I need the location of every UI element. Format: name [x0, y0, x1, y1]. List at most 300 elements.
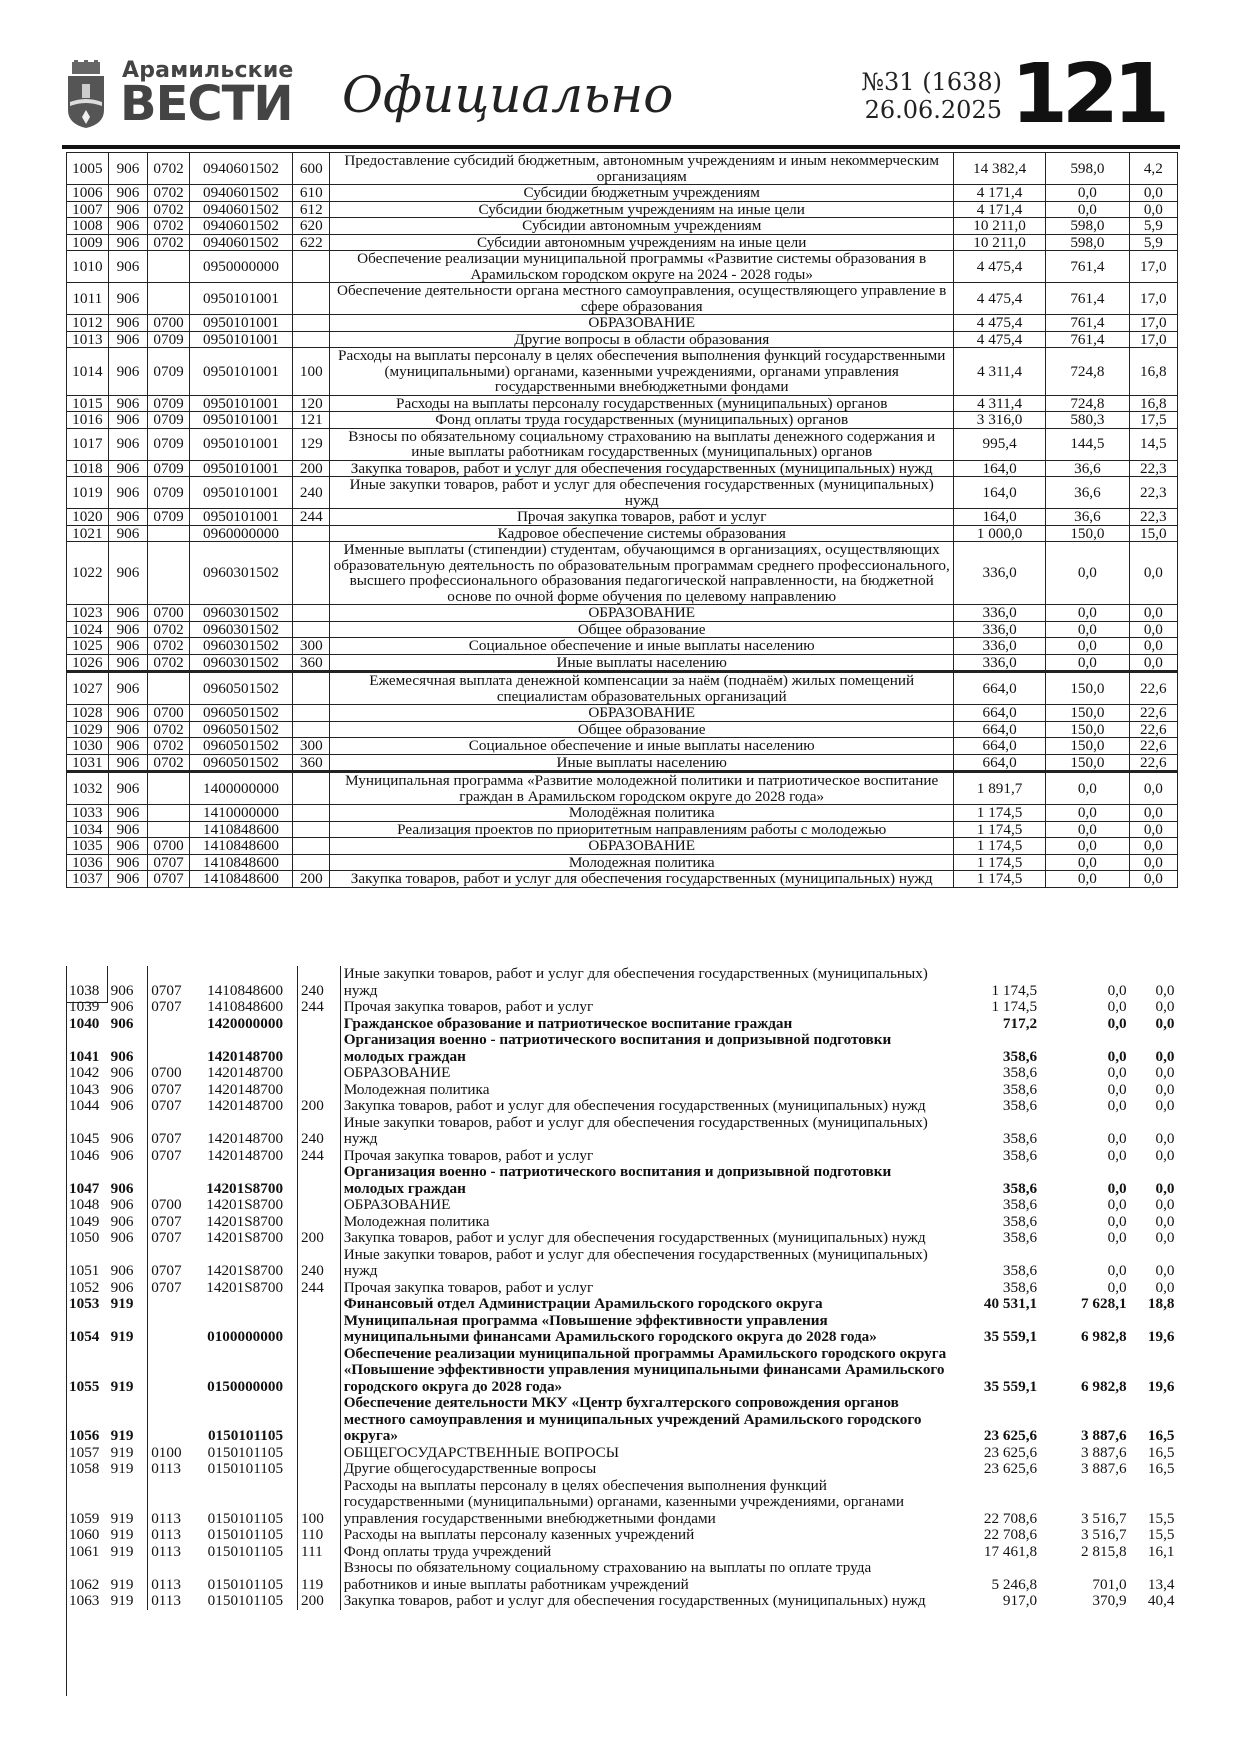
target-article-code: 0960301502: [189, 605, 292, 622]
description: ОБРАЗОВАНИЕ: [330, 838, 954, 855]
description: Молодежная политика: [330, 854, 954, 871]
row-number: 1057: [69, 1443, 100, 1461]
annual-plan: 358,6: [1002, 1064, 1038, 1081]
execution-percent: 16,5: [1147, 1460, 1175, 1477]
row-number: 1050: [69, 1229, 100, 1246]
grbs-code: 906: [110, 1229, 134, 1246]
description: Реализация проектов по приоритетным направлениям работы с молодежью: [330, 821, 954, 838]
row-number: 1043: [69, 1080, 100, 1098]
section-code: 0702: [148, 621, 190, 638]
grbs-code: 906: [108, 201, 148, 218]
description: Общее образование: [330, 721, 954, 738]
row-number: 1031: [67, 754, 109, 772]
execution-percent: 0,0: [1155, 1014, 1175, 1032]
expense-type-code: 612: [293, 201, 330, 218]
execution-percent: 0,0: [1129, 854, 1177, 871]
section-code: 0702: [148, 185, 190, 202]
execution-percent: 0,0: [1129, 201, 1177, 218]
row-number: 1014: [67, 348, 109, 396]
executed-amount: 0,0: [1107, 1047, 1127, 1065]
target-article-code: 14201S8700: [206, 1229, 284, 1246]
table-row: [67, 251, 1178, 283]
description: Прочая закупка товаров, работ и услуг: [340, 999, 950, 1016]
grbs-code: 906: [110, 1014, 134, 1032]
executed-amount: 0,0: [1107, 1097, 1127, 1114]
grbs-code: 906: [108, 672, 148, 705]
grbs-code: 906: [108, 153, 148, 185]
executed-amount: 0,0: [1107, 1212, 1127, 1230]
annual-plan: 664,0: [953, 672, 1045, 705]
grbs-code: 919: [110, 1328, 134, 1345]
table-row: [66, 1346, 1178, 1396]
execution-percent: 16,5: [1147, 1427, 1175, 1444]
row-number: 1029: [67, 721, 109, 738]
description: Обеспечение реализации муниципальной программы «Развитие системы образования в Арамильском городском округе на 2024 - 2028 годы»: [330, 251, 954, 283]
executed-amount: 0,0: [1107, 998, 1127, 1015]
grbs-code: 906: [108, 854, 148, 871]
table-row: [67, 477, 1178, 509]
execution-percent: 16,5: [1147, 1443, 1175, 1461]
expense-type-code: 200: [298, 1593, 341, 1610]
section-code: 0707: [148, 1247, 196, 1280]
execution-percent: 22,3: [1129, 460, 1177, 477]
section-code: 0702: [148, 754, 190, 772]
executed-amount: 6 982,8: [1081, 1328, 1127, 1345]
target-article-code: 0950101001: [189, 509, 292, 526]
expense-type-code: [293, 283, 330, 315]
execution-percent: 22,6: [1129, 738, 1177, 755]
section-code: 0700: [148, 605, 190, 622]
executed-amount: 0,0: [1107, 1196, 1127, 1213]
description: Финансовый отдел Администрации Арамильского городского округа: [340, 1296, 950, 1313]
description: Закупка товаров, работ и услуг для обеспечения государственных (муниципальных) нужд: [340, 1098, 950, 1115]
grbs-code: 906: [110, 998, 134, 1015]
grbs-code: 919: [110, 1377, 134, 1395]
annual-plan: 717,2: [1002, 1014, 1038, 1032]
row-number-box: [66, 966, 108, 1003]
executed-amount: 580,3: [1046, 412, 1129, 429]
execution-percent: 5,9: [1129, 234, 1177, 251]
execution-percent: 0,0: [1155, 1097, 1175, 1114]
executed-amount: 0,0: [1107, 981, 1127, 999]
description: Молодежная политика: [340, 1082, 950, 1099]
grbs-code: 906: [108, 348, 148, 396]
description: ОБРАЗОВАНИЕ: [330, 705, 954, 722]
target-article-code: 1420000000: [207, 1014, 284, 1032]
executed-amount: 0,0: [1107, 1262, 1127, 1279]
execution-percent: 0,0: [1129, 621, 1177, 638]
description: Обеспечение деятельности МКУ «Центр бухгалтерского сопровождения органов местного самоуправления и муниципальных учреждений Арамильского городского округа»: [340, 1395, 950, 1445]
section-code: 0707: [148, 1098, 196, 1115]
row-number: 1006: [67, 185, 109, 202]
table-row: [67, 838, 1178, 855]
budget-table-plain: [66, 966, 1178, 1610]
section-code: [148, 525, 190, 542]
target-article-code: 0960301502: [189, 654, 292, 672]
execution-percent: 0,0: [1155, 998, 1175, 1015]
table-row: [67, 234, 1178, 251]
table-row: [67, 805, 1178, 822]
table-row: [66, 1280, 1178, 1297]
target-article-code: 1410848600: [189, 821, 292, 838]
execution-percent: 16,1: [1147, 1542, 1175, 1560]
executed-amount: 0,0: [1046, 838, 1129, 855]
section-code: 0707: [148, 1115, 196, 1148]
description: Закупка товаров, работ и услуг для обеспечения государственных (муниципальных) нужд: [340, 1593, 950, 1610]
table-row: [67, 428, 1178, 460]
grbs-code: 906: [108, 477, 148, 509]
annual-plan: 358,6: [1002, 1212, 1038, 1230]
table-row: [66, 1214, 1178, 1231]
annual-plan: 358,6: [1002, 1196, 1038, 1213]
executed-amount: 150,0: [1046, 721, 1129, 738]
grbs-code: 919: [110, 1542, 134, 1560]
annual-plan: 4 475,4: [953, 315, 1045, 332]
annual-plan: 22 708,6: [983, 1526, 1038, 1543]
row-number: 1019: [67, 477, 109, 509]
description: ОБЩЕГОСУДАРСТВЕННЫЕ ВОПРОСЫ: [340, 1445, 950, 1462]
section-code: 0709: [148, 428, 190, 460]
expense-type-code: [298, 1296, 341, 1313]
target-article-code: 0150000000: [207, 1377, 284, 1395]
table-row: [66, 1230, 1178, 1247]
target-article-code: 0960301502: [189, 542, 292, 605]
expense-type-code: [293, 854, 330, 871]
section-code: 0700: [148, 1197, 196, 1214]
section-code: 0700: [148, 838, 190, 855]
row-number: 1022: [67, 542, 109, 605]
row-number: 1015: [67, 395, 109, 412]
description: Организация военно - патриотического воспитания и допризывной подготовки молодых граждан: [340, 1164, 950, 1197]
annual-plan: 664,0: [953, 705, 1045, 722]
description: Расходы на выплаты персоналу в целях обеспечения выполнения функций государственными (муниципальными) органами, казенными учреждениями, органами управления государственными внебюджетными фондами: [330, 348, 954, 396]
expense-type-code: [298, 1346, 341, 1396]
annual-plan: 1 000,0: [953, 525, 1045, 542]
description: Иные закупки товаров, работ и услуг для обеспечения государственных (муниципальных) нужд: [330, 477, 954, 509]
execution-percent: 22,3: [1129, 509, 1177, 526]
grbs-code: 906: [110, 1097, 134, 1114]
description: Прочая закупка товаров, работ и услуг: [340, 1280, 950, 1297]
row-number: 1018: [67, 460, 109, 477]
executed-amount: 144,5: [1046, 428, 1129, 460]
target-article-code: 1420148700: [207, 1047, 284, 1065]
grbs-code: 906: [108, 705, 148, 722]
description: Иные выплаты населению: [330, 754, 954, 772]
row-number: 1013: [67, 331, 109, 348]
executed-amount: 598,0: [1046, 218, 1129, 235]
target-article-code: 14201S8700: [206, 1212, 284, 1230]
execution-percent: 0,0: [1129, 821, 1177, 838]
target-article-code: 0940601502: [189, 201, 292, 218]
executed-amount: 701,0: [1092, 1575, 1127, 1593]
section-code: 0707: [148, 1214, 196, 1231]
target-article-code: 0950101001: [189, 331, 292, 348]
grbs-code: 919: [110, 1575, 134, 1593]
executed-amount: 0,0: [1046, 805, 1129, 822]
section-code: 0702: [148, 654, 190, 672]
expense-type-code: [293, 315, 330, 332]
grbs-code: 906: [110, 1146, 134, 1164]
grbs-code: 906: [108, 395, 148, 412]
row-number: 1055: [69, 1377, 100, 1395]
target-article-code: 0960301502: [189, 621, 292, 638]
description: Муниципальная программа «Повышение эффективности управления муниципальными финансами Арамильского городского округа до 2028 года»: [340, 1313, 950, 1346]
annual-plan: 1 174,5: [953, 838, 1045, 855]
expense-type-code: 111: [298, 1544, 341, 1561]
expense-type-code: 119: [298, 1560, 341, 1593]
grbs-code: 906: [108, 821, 148, 838]
row-number: 1059: [69, 1509, 100, 1527]
executed-amount: 3 516,7: [1081, 1526, 1127, 1543]
section-code: 0709: [148, 509, 190, 526]
execution-percent: 0,0: [1155, 1130, 1175, 1147]
target-article-code: 1410848600: [189, 838, 292, 855]
expense-type-code: [298, 1065, 341, 1082]
section-code: 0707: [148, 854, 190, 871]
section-code: 0707: [148, 1082, 196, 1099]
section-code: [148, 283, 190, 315]
target-article-code: 0150101105: [207, 1443, 284, 1461]
expense-type-code: [293, 721, 330, 738]
section-code: 0702: [148, 234, 190, 251]
table-row: [67, 605, 1178, 622]
execution-percent: 0,0: [1155, 1212, 1175, 1230]
table-row: [67, 854, 1178, 871]
executed-amount: 0,0: [1046, 821, 1129, 838]
row-number: 1037: [67, 871, 109, 888]
expense-type-code: 622: [293, 234, 330, 251]
table-row: [66, 1247, 1178, 1280]
section-code: 0113: [148, 1478, 196, 1528]
annual-plan: 164,0: [953, 477, 1045, 509]
section-code: 0113: [148, 1593, 196, 1610]
grbs-code: 919: [110, 1427, 134, 1444]
annual-plan: 40 531,1: [983, 1295, 1038, 1312]
expense-type-code: [298, 1461, 341, 1478]
grbs-code: 906: [108, 412, 148, 429]
grbs-code: 906: [108, 721, 148, 738]
description: Предоставление субсидий бюджетным, автономным учреждениям и иным некоммерческим организациям: [330, 153, 954, 185]
grbs-code: 906: [110, 1196, 134, 1213]
description: Фонд оплаты труда учреждений: [340, 1544, 950, 1561]
execution-percent: 22,6: [1129, 705, 1177, 722]
annual-plan: 336,0: [953, 638, 1045, 655]
row-number: 1016: [67, 412, 109, 429]
expense-type-code: [298, 1214, 341, 1231]
expense-type-code: [293, 542, 330, 605]
section-code: 0113: [148, 1527, 196, 1544]
description: Иные закупки товаров, работ и услуг для обеспечения государственных (муниципальных) нужд: [340, 1115, 950, 1148]
expense-type-code: 244: [298, 1280, 341, 1297]
target-article-code: 0950101001: [189, 348, 292, 396]
budget-table-bordered: [66, 152, 1178, 888]
description: Фонд оплаты труда государственных (муниципальных) органов: [330, 412, 954, 429]
annual-plan: 4 311,4: [953, 395, 1045, 412]
execution-percent: 19,6: [1147, 1328, 1175, 1345]
masthead: [62, 47, 1182, 144]
execution-percent: 18,8: [1147, 1295, 1175, 1312]
table-row: [67, 638, 1178, 655]
row-number: 1044: [69, 1097, 100, 1114]
row-number: 1049: [69, 1212, 100, 1230]
row-number: 1063: [69, 1592, 100, 1609]
expense-type-code: 100: [298, 1478, 341, 1528]
section-code: 0709: [148, 348, 190, 396]
execution-percent: 0,0: [1129, 542, 1177, 605]
table-row: [67, 201, 1178, 218]
table-row: [66, 1032, 1178, 1065]
section-code: 0113: [148, 1560, 196, 1593]
target-article-code: 1410848600: [207, 998, 284, 1015]
target-article-code: [196, 1296, 297, 1313]
description: Обеспечение реализации муниципальной программы Арамильского городского округа «Повышение эффективности управления муниципальными финансами Арамильского городского округа до 2028 года»: [340, 1346, 950, 1396]
target-article-code: 0960501502: [189, 754, 292, 772]
execution-percent: 0,0: [1129, 654, 1177, 672]
expense-type-code: 244: [293, 509, 330, 526]
table-row: [66, 1544, 1178, 1561]
target-article-code: 0950101001: [189, 395, 292, 412]
executed-amount: 6 982,8: [1081, 1377, 1127, 1395]
description: Обеспечение деятельности органа местного самоуправления, осуществляющего управление в сфере образования: [330, 283, 954, 315]
expense-type-code: 240: [298, 1247, 341, 1280]
executed-amount: 0,0: [1107, 1014, 1127, 1032]
grbs-code: 919: [110, 1460, 134, 1477]
table-row: [66, 1395, 1178, 1445]
execution-percent: 0,0: [1155, 1064, 1175, 1081]
executed-amount: 0,0: [1046, 185, 1129, 202]
expense-type-code: [293, 772, 330, 805]
description: Именные выплаты (стипендии) студентам, обучающимся в организациях, осуществляющих образовательную деятельность по образовательным программам среднего профессионального, высшего профессионального образования педагогической направленности, на бюджетной основе по очной форме обучения по целевому направлению: [330, 542, 954, 605]
grbs-code: 919: [110, 1443, 134, 1461]
execution-percent: 0,0: [1129, 772, 1177, 805]
table-row: [66, 1065, 1178, 1082]
description: Молодежная политика: [340, 1214, 950, 1231]
execution-percent: 16,8: [1129, 348, 1177, 396]
target-article-code: 1420148700: [207, 1097, 284, 1114]
target-article-code: 14201S8700: [206, 1278, 284, 1296]
grbs-code: 906: [108, 805, 148, 822]
executed-amount: 761,4: [1046, 315, 1129, 332]
city-crest-icon: [66, 60, 106, 128]
executed-amount: 0,0: [1107, 1278, 1127, 1296]
executed-amount: 0,0: [1107, 1179, 1127, 1197]
table-row: [66, 1593, 1178, 1610]
executed-amount: 0,0: [1046, 542, 1129, 605]
row-number: 1035: [67, 838, 109, 855]
target-article-code: 0960501502: [189, 738, 292, 755]
section-code: 0702: [148, 738, 190, 755]
executed-amount: 150,0: [1046, 705, 1129, 722]
expense-type-code: [298, 1016, 341, 1033]
expense-type-code: [298, 1445, 341, 1462]
table-row: [67, 871, 1178, 888]
execution-percent: 0,0: [1129, 638, 1177, 655]
annual-plan: 5 246,8: [991, 1575, 1038, 1593]
target-article-code: 0150101105: [207, 1526, 284, 1543]
row-number: 1036: [67, 854, 109, 871]
description: Субсидии бюджетным учреждениям: [330, 185, 954, 202]
table-row: [66, 966, 1178, 999]
section-code: 0707: [148, 966, 196, 999]
section-code: 0707: [148, 999, 196, 1016]
table-row: [66, 1082, 1178, 1099]
section-code: 0707: [148, 871, 190, 888]
section-code: [148, 1313, 196, 1346]
target-article-code: 0950101001: [189, 283, 292, 315]
grbs-code: 906: [110, 1179, 134, 1197]
executed-amount: 3 887,6: [1081, 1443, 1127, 1461]
row-number: 1062: [69, 1575, 100, 1593]
description: Прочая закупка товаров, работ и услуг: [330, 509, 954, 526]
table-row: [66, 1197, 1178, 1214]
execution-percent: 5,9: [1129, 218, 1177, 235]
newspaper-brand-main: ВЕСТИ: [120, 76, 293, 132]
execution-percent: 16,8: [1129, 395, 1177, 412]
section-code: 0702: [148, 153, 190, 185]
table-row: [67, 621, 1178, 638]
target-article-code: 0950101001: [189, 412, 292, 429]
row-number: 1053: [69, 1295, 100, 1312]
description: Другие общегосударственные вопросы: [340, 1461, 950, 1478]
annual-plan: 164,0: [953, 460, 1045, 477]
execution-percent: 15,5: [1147, 1509, 1175, 1527]
description: Субсидии автономным учреждениям: [330, 218, 954, 235]
grbs-code: 906: [108, 621, 148, 638]
annual-plan: 358,6: [1002, 1262, 1038, 1279]
expense-type-code: [293, 331, 330, 348]
executed-amount: 761,4: [1046, 283, 1129, 315]
executed-amount: 0,0: [1046, 638, 1129, 655]
section-code: [148, 1395, 196, 1445]
table-row: [67, 672, 1178, 705]
target-article-code: 14201S8700: [206, 1196, 284, 1213]
annual-plan: 10 211,0: [953, 218, 1045, 235]
section-title: Официально: [342, 66, 674, 124]
annual-plan: 1 174,5: [953, 805, 1045, 822]
table-row: [66, 1098, 1178, 1115]
row-number: 1033: [67, 805, 109, 822]
annual-plan: 336,0: [953, 654, 1045, 672]
expense-type-code: 110: [298, 1527, 341, 1544]
table-row: [67, 331, 1178, 348]
annual-plan: 23 625,6: [983, 1427, 1038, 1444]
row-number: 1060: [69, 1526, 100, 1543]
description: Молодёжная политика: [330, 805, 954, 822]
executed-amount: 150,0: [1046, 738, 1129, 755]
executed-amount: 761,4: [1046, 251, 1129, 283]
annual-plan: 358,6: [1002, 1080, 1038, 1098]
description: Субсидии автономным учреждениям на иные цели: [330, 234, 954, 251]
section-code: 0707: [148, 1148, 196, 1165]
target-article-code: 0940601502: [189, 218, 292, 235]
executed-amount: 0,0: [1107, 1146, 1127, 1164]
execution-percent: 4,2: [1129, 153, 1177, 185]
execution-percent: 0,0: [1155, 1262, 1175, 1279]
executed-amount: 0,0: [1107, 1080, 1127, 1098]
row-number: 1021: [67, 525, 109, 542]
table-row: [66, 1016, 1178, 1033]
executed-amount: 370,9: [1092, 1592, 1127, 1609]
description: Расходы на выплаты персоналу государственных (муниципальных) органов: [330, 395, 954, 412]
description: Гражданское образование и патриотическое воспитание граждан: [340, 1016, 950, 1033]
section-code: [148, 821, 190, 838]
row-number: 1046: [69, 1146, 100, 1164]
annual-plan: 14 382,4: [953, 153, 1045, 185]
expense-type-code: 300: [293, 638, 330, 655]
expense-type-code: 244: [298, 999, 341, 1016]
grbs-code: 906: [108, 838, 148, 855]
target-article-code: 0940601502: [189, 185, 292, 202]
